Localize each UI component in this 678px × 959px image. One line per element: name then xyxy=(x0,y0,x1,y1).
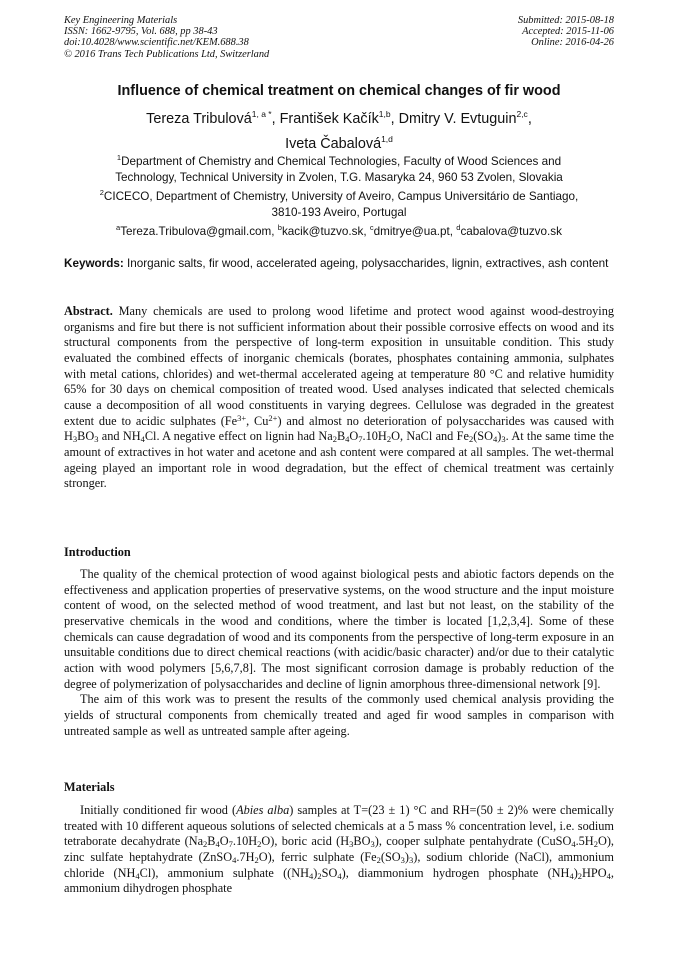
author-name: Tereza Tribulová xyxy=(146,110,252,127)
journal-name: Key Engineering Materials xyxy=(64,15,178,26)
affiliation-2: $^2$CICECO, Department of Chemistry, University of Aveiro, Campus Universitário de Santiago, 3810-193 Aveiro, Portugal xyxy=(99,188,579,219)
author-list: Tereza Tribulová$^{1, a *}$, František Kačík$^{1,b}$, Dmitry V. Evtuguin$^{2,c}$, Iveta Čabalová$^{1,d}$ xyxy=(146,109,532,152)
author-affiliation-mark: 1,b xyxy=(378,109,391,119)
introduction-paragraph-2: The aim of this work was to present the results of the commonly used chemical analysis providing the yields of structural components from chemically treated and aged fir wood samples in comparison with untreated sample as well as untreated sample after ageing. xyxy=(64,692,614,738)
keywords xyxy=(64,256,614,272)
author-affiliation-mark: 1,d xyxy=(381,133,393,144)
author-name: František Kačík xyxy=(279,110,379,127)
affiliation-1: $^1$Department of Chemistry and Chemical Technologies, Faculty of Wood Sciences and Technology, Technical University in Zvolen, T.G. Masaryka 24, 960 53 Zvolen, Slovakia xyxy=(115,153,563,184)
journal-info xyxy=(64,15,269,60)
submission-dates xyxy=(518,15,614,49)
author-name: Iveta Čabalová xyxy=(285,135,382,152)
abstract: Abstract. Many chemicals are used to prolong wood lifetime and protect wood against wood-destroying organisms and fire but there is not sufficient information about their possible corrosive effects on wood and its structural components from the perspective of long-term exposition in unsuitable condition. This study evaluated the combined effects of inorganic chemicals (borates, phosphates containing ammonia, sulphates with metal cations, chlorides) and wet-thermal accelerated ageing at temperature 80 °C and relative humidity 65% for 30 days on chemical composition of treated wood. Used analyses indicated that selected chemicals cause a decomposition of all wood constituents in varying degrees. Cellulose was degraded in the greatest extent due to acidic sulphates ($Fe^{3+}$, $Cu^{2+}$) and almost no deterioration of polysaccharides was caused with $H_3BO_3$ and $NH_4Cl$. A negative effect on lignin had $Na_2B_4O_7.10H_2O$, NaCl and $Fe_2(SO_4)_3$. At the same time the amount of extractives in hot water and acetone and ash content were compared at all samples. The wet-thermal ageing played an important role in wood degradation, but the effect of chemical treatment was certainly stronger. xyxy=(64,304,615,491)
materials-body xyxy=(64,803,614,897)
abstract-label: Abstract. xyxy=(64,304,113,318)
email-link[interactable]: kacik@tuzvo.sk xyxy=(281,224,364,238)
introduction-heading: Introduction xyxy=(64,545,131,559)
keywords-label: Keywords: xyxy=(64,257,124,270)
journal-issn: ISSN: 1662-9795, Vol. 688, pp 38-43 xyxy=(64,26,218,38)
paper-title: Influence of chemical treatment on chemical changes of fir wood xyxy=(117,83,561,99)
author-affiliation-mark: 1, a * xyxy=(251,109,272,119)
submitted-date: Submitted: 2015-08-18 xyxy=(517,15,614,26)
species-name: Abies alba xyxy=(236,803,290,817)
email-link[interactable]: Tereza.Tribulova@gmail.com xyxy=(120,224,272,238)
journal-doi: doi:10.4028/www.scientific.net/KEM.688.38 xyxy=(64,37,249,49)
accepted-date: Accepted: 2015-11-06 xyxy=(522,26,614,38)
online-date: Online: 2016-04-26 xyxy=(531,37,614,49)
keywords-text: Inorganic salts, fir wood, accelerated ageing, polysaccharides, lignin, extractives, ash content xyxy=(127,257,609,270)
materials-heading: Materials xyxy=(64,780,115,794)
introduction-paragraph-1: The quality of the chemical protection of wood against biological pests and abiotic factors depends on the effectiveness and application properties of preservative systems, on the wood structure and the input moisture content of wood, on the selected method of wood treatment, and last but not least, on the stability of the preservative chemicals in the wood and conditions, where the timber is located [1,2,3,4]. Some of these chemicals can cause degradation of wood and its components from the perspective of long-term exposure in an unsuitable conditions due to direct chemical reactions (with acidic/basic character) and/or due to their catalytic action with wood polymers [5,6,7,8]. The most significant corrosion damage is probably reduction of the degree of polymerization of polysaccharides and decline of lignin amorphous three-dimensional network [9]. xyxy=(64,567,614,691)
email-list: $^a$Tereza.Tribulova@gmail.com, $^b$kacik@tuzvo.sk, $^c$dmitrye@ua.pt, $^d$cabalova@tuzvo.sk xyxy=(116,223,562,238)
email-link[interactable]: dmitrye@ua.pt xyxy=(373,224,450,238)
materials-paragraph: Initially conditioned fir wood (Abies alba) samples at T=(23 ± 1) °C and RH=(50 ± 2)% were chemically treated with 10 different aqueous solutions of selected chemicals at a 5 mass % concentration level, i.e. sodium tetraborate decahydrate $(Na_2B_4O_7.10H_2O)$, boric acid $(H_3BO_3)$, cooper sulphate pentahydrate $(CuSO_4.5H_2O)$, zinc sulfate heptahydrate $(ZnSO_4.7H_2O)$, ferric sulphate $(Fe_2(SO_3)_3)$, sodium chloride (NaCl), ammonium chloride $(NH_4Cl)$, ammonium sulphate $((NH_4)_2SO_4)$, diammonium hydrogen phosphate $(NH_4)_2HPO_4$, ammonium dihydrogen phosphate xyxy=(64,803,614,896)
author-affiliation-mark: 2,c xyxy=(516,109,528,119)
author-name: Dmitry V. Evtuguin xyxy=(398,110,517,127)
email-link[interactable]: cabalova@tuzvo.sk xyxy=(460,224,562,238)
introduction-body xyxy=(64,567,614,739)
journal-copyright: © 2016 Trans Tech Publications Ltd, Switzerland xyxy=(64,48,270,60)
